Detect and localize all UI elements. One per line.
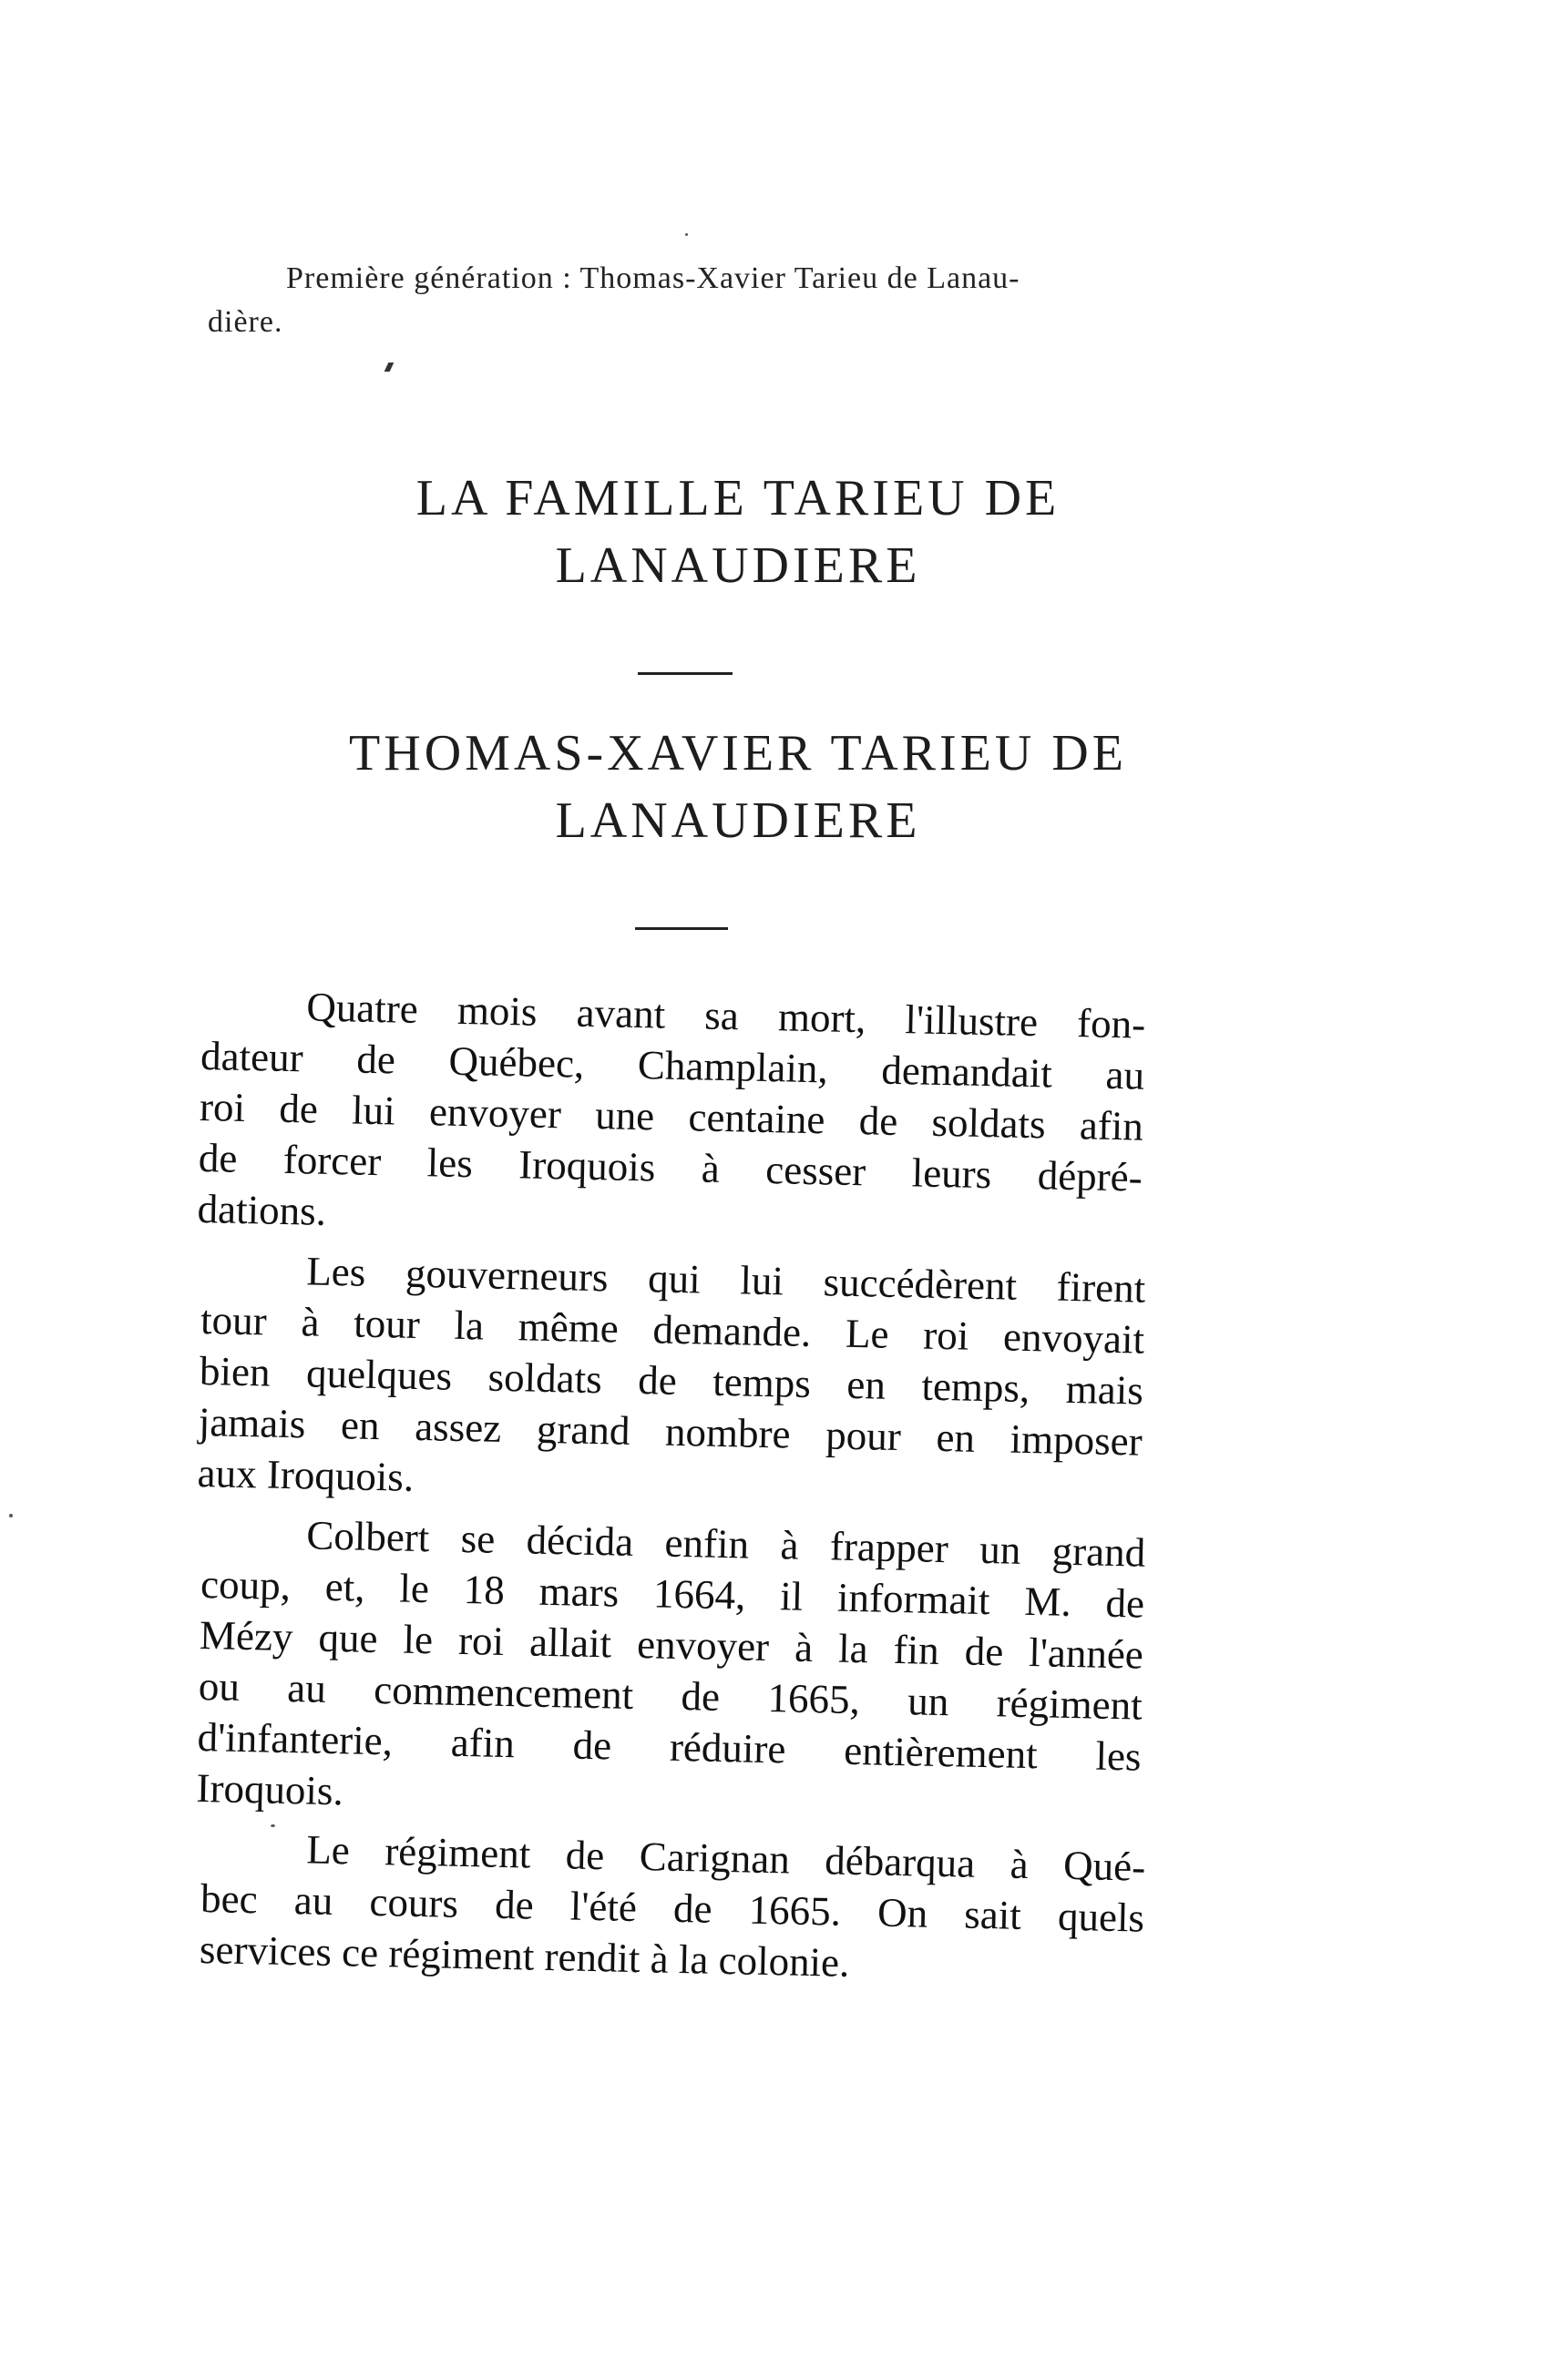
paragraph-line: Iroquois. bbox=[196, 1764, 344, 1814]
paragraph-line: d'infanterie, afin de réduire entièrement les bbox=[197, 1713, 1143, 1780]
paragraph-line: Colbert se décida enfin à frapper un grand bbox=[305, 1512, 1146, 1576]
scan-speck bbox=[271, 1824, 275, 1827]
paragraph-line: services ce régiment rendit à la colonie. bbox=[199, 1925, 850, 1986]
paragraph-line: ou au commencement de 1665, un régiment bbox=[198, 1662, 1143, 1729]
paragraph-line: dations. bbox=[197, 1185, 327, 1234]
title-divider bbox=[638, 672, 733, 675]
family-title-line-1: LA FAMILLE TARIEU DE bbox=[415, 470, 1061, 526]
paragraph-line: roi de lui envoyer une centaine de soldats afin bbox=[199, 1083, 1144, 1149]
paragraph-line: bien quelques soldats de temps en temps, mais bbox=[199, 1347, 1144, 1414]
paragraph-line: aux Iroquois. bbox=[197, 1449, 415, 1500]
running-head-line-1: Première génération : Thomas-Xavier Tarieu de Lanau- bbox=[286, 261, 1020, 295]
scan-speck bbox=[685, 233, 688, 236]
chapter-title-line-1: THOMAS-XAVIER TARIEU DE bbox=[349, 725, 1127, 781]
paragraph-4 bbox=[199, 1822, 1145, 1995]
paragraph-line: dateur de Québec, Champlain, demandait au bbox=[200, 1032, 1145, 1098]
paragraph-2 bbox=[197, 1243, 1146, 1518]
paragraph-line: de forcer les Iroquois à cesser leurs dépré- bbox=[198, 1134, 1143, 1200]
scan-speck bbox=[9, 1514, 13, 1517]
chapter-title-line-2: LANAUDIERE bbox=[555, 792, 921, 849]
chapter-title bbox=[237, 720, 1239, 854]
family-title-line-2: LANAUDIERE bbox=[555, 537, 921, 594]
family-title bbox=[237, 465, 1239, 599]
paragraph-line: Les gouverneurs qui lui succédèrent firent bbox=[305, 1248, 1146, 1312]
paragraph-line: Quatre mois avant sa mort, l'illustre fon- bbox=[305, 984, 1146, 1047]
running-head bbox=[208, 257, 1164, 344]
paragraph-line: coup, et, le 18 mars 1664, il informait M. de bbox=[200, 1560, 1145, 1627]
paragraph-line: bec au cours de l'été de 1665. On sait quels bbox=[200, 1874, 1145, 1941]
running-head-line-2: dière. bbox=[208, 305, 283, 339]
paragraph-line: Mézy que le roi allait envoyer à la fin de l'année bbox=[199, 1611, 1144, 1678]
print-mark bbox=[384, 363, 395, 372]
paragraph-line: tour à tour la même demande. Le roi envoyait bbox=[200, 1296, 1145, 1363]
paragraph-line: jamais en assez grand nombre pour en imposer bbox=[198, 1398, 1143, 1465]
paragraph-3 bbox=[196, 1507, 1146, 1834]
chapter-divider bbox=[635, 927, 728, 930]
paragraph-1 bbox=[197, 979, 1146, 1254]
paragraph-line: Le régiment de Carignan débarqua à Qué- bbox=[305, 1826, 1146, 1890]
